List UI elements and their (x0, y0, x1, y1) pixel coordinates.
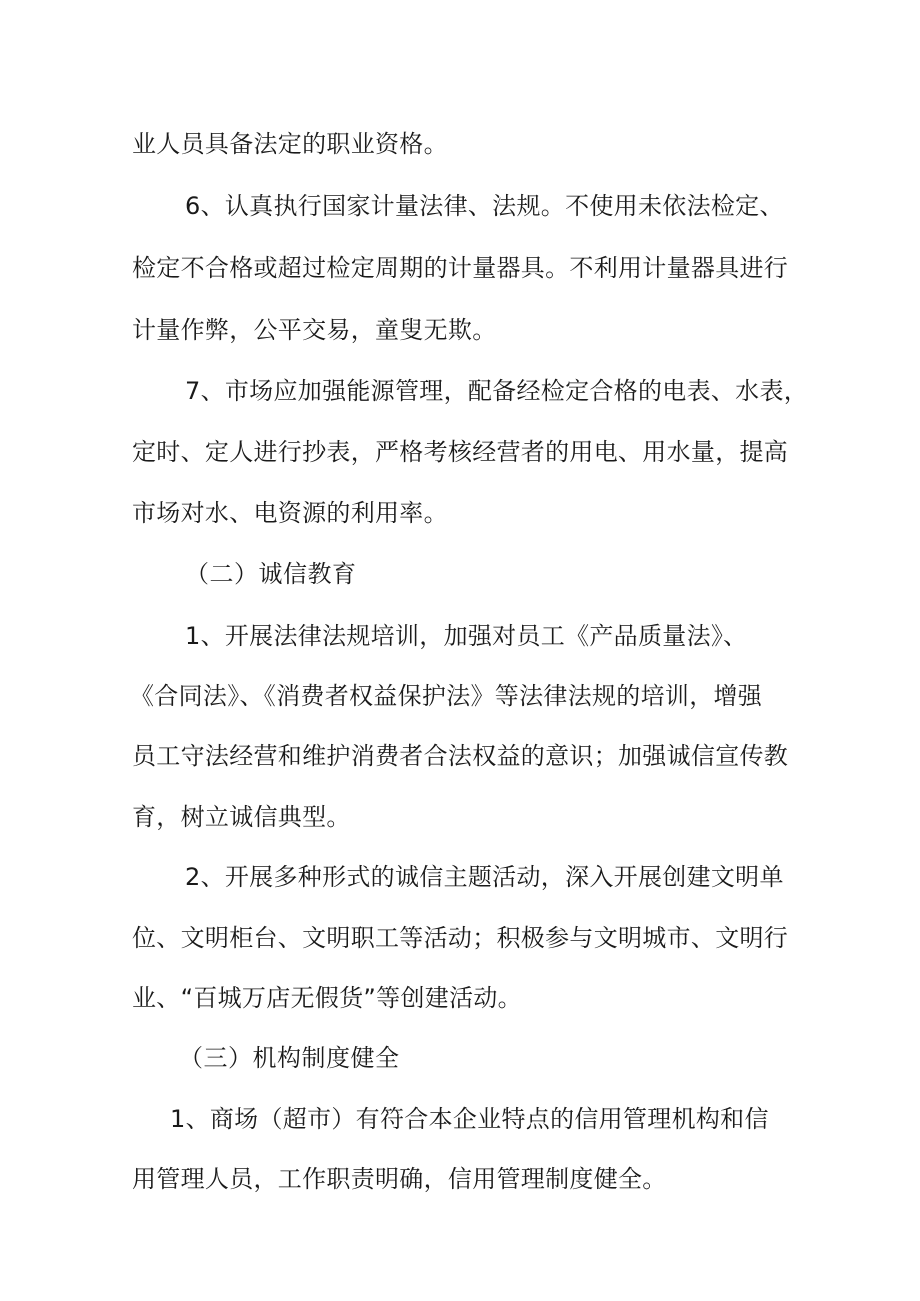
text-line: 6、认真执行国家计量法律、法规。不使用未依法检定、 (185, 192, 784, 220)
section-heading: （三）机构制度健全 (179, 1044, 400, 1072)
text-line: 计量作弊，公平交易，童叟无欺。 (132, 316, 497, 344)
text-line: 7、市场应加强能源管理，配备经检定合格的电表、水表， (185, 377, 809, 405)
text-line: 《合同法》、《消费者权益保护法》等法律法规的培训，增强 (130, 682, 763, 710)
text-line: 用管理人员，工作职责明确，信用管理制度健全。 (132, 1165, 667, 1193)
text-line: 育，树立诚信典型。 (132, 803, 351, 831)
section-heading: （二）诚信教育 (185, 560, 357, 588)
text-line: 员工守法经营和维护消费者合法权益的意识；加强诚信宣传教 (132, 742, 789, 770)
text-line: 位、文明柜台、文明职工等活动；积极参与文明城市、文明行 (132, 924, 789, 952)
text-line: 定时、定人进行抄表，严格考核经营者的用电、用水量，提高 (132, 438, 789, 466)
text-line: 业人员具备法定的职业资格。 (132, 130, 448, 158)
text-line: 2、开展多种形式的诚信主题活动，深入开展创建文明单 (185, 863, 784, 891)
text-line: 检定不合格或超过检定周期的计量器具。不利用计量器具进行 (132, 254, 789, 282)
text-line: 市场对水、电资源的利用率。 (132, 499, 448, 527)
text-line: 业、“百城万店无假货”等创建活动。 (132, 984, 522, 1012)
text-line: 1、商场（超市）有符合本企业特点的信用管理机构和信 (170, 1105, 769, 1133)
text-line: 1、开展法律法规培训，加强对员工《产品质量法》、 (185, 622, 748, 650)
